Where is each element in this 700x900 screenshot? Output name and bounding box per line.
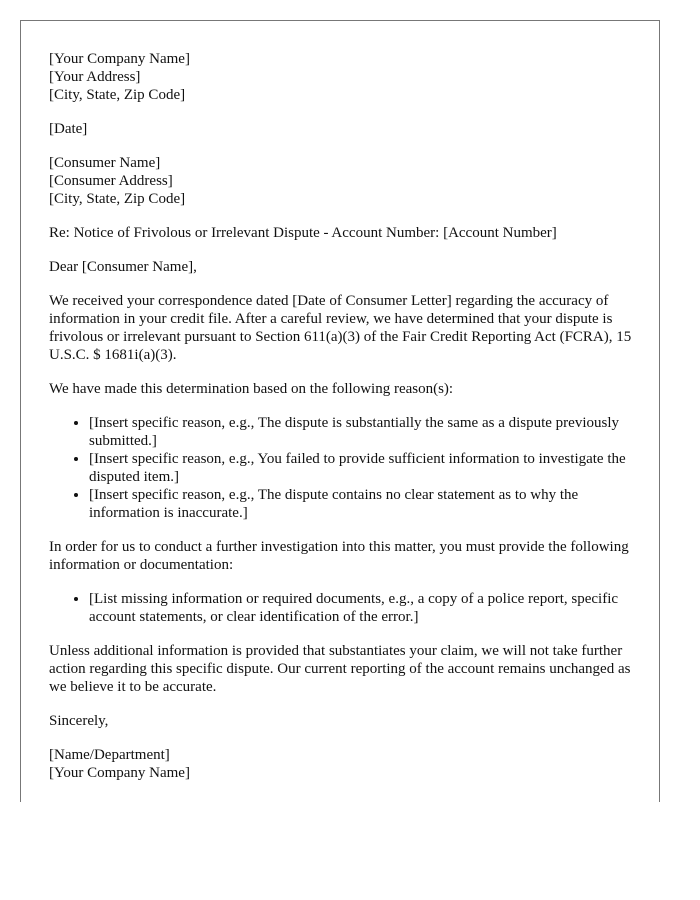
- date-text: [Date]: [49, 121, 88, 137]
- list-item: • [List missing information or required documents, e.g., a copy of a police report, specific account statements, or clear identification of the error.]: [89, 590, 639, 626]
- sender-street: [Your Address]: [49, 69, 141, 85]
- sender-company: [Your Company Name]: [49, 51, 190, 67]
- recipient-city-state-zip: [City, State, Zip Code]: [49, 191, 186, 207]
- recipient-name: [Consumer Name]: [49, 155, 161, 171]
- conclusion-paragraph: Unless additional information is provided that substantiates your claim, we will not take further action regarding this specific dispute. Our current reporting of the account remains unchanged as we believe it to be accurate.: [49, 643, 631, 695]
- closing: Sincerely,: [49, 713, 109, 729]
- sender-city-state-zip: [City, State, Zip Code]: [49, 87, 186, 103]
- salutation: Dear [Consumer Name],: [49, 259, 197, 275]
- required-info-list: [49, 590, 639, 626]
- list-item: • [Insert specific reason, e.g., The dispute is substantially the same as a dispute previously submitted.]: [89, 414, 639, 450]
- recipient-address: [49, 154, 639, 208]
- recipient-street: [Consumer Address]: [49, 173, 173, 189]
- subject-line: Re: Notice of Frivolous or Irrelevant Dispute - Account Number: [Account Number]: [49, 225, 557, 241]
- further-info-paragraph: In order for us to conduct a further investigation into this matter, you must provide the following information or documentation:: [49, 539, 629, 573]
- letter-page: [20, 20, 660, 802]
- sender-address: [49, 50, 639, 104]
- letter-body: [49, 50, 639, 798]
- letter-date: [49, 120, 639, 138]
- signature-company: [Your Company Name]: [49, 765, 190, 781]
- signature-block: [49, 746, 639, 782]
- list-item: • [Insert specific reason, e.g., The dispute contains no clear statement as to why the information is inaccurate.]: [89, 486, 639, 522]
- reasons-list: [49, 414, 639, 522]
- list-item: • [Insert specific reason, e.g., You failed to provide sufficient information to investigate the disputed item.]: [89, 450, 639, 486]
- signature-name: [Name/Department]: [49, 747, 170, 763]
- reasons-intro-paragraph: We have made this determination based on the following reason(s):: [49, 381, 454, 397]
- intro-paragraph: We received your correspondence dated [Date of Consumer Letter] regarding the accuracy of information in your credit file. After a careful review, we have determined that your dispute is frivolous or irrelevant pursuant to Section 611(a)(3) of the Fair Credit Reporting Act (FCRA), 15 U.S.C. $ 1681i(a)(3).: [49, 293, 632, 363]
